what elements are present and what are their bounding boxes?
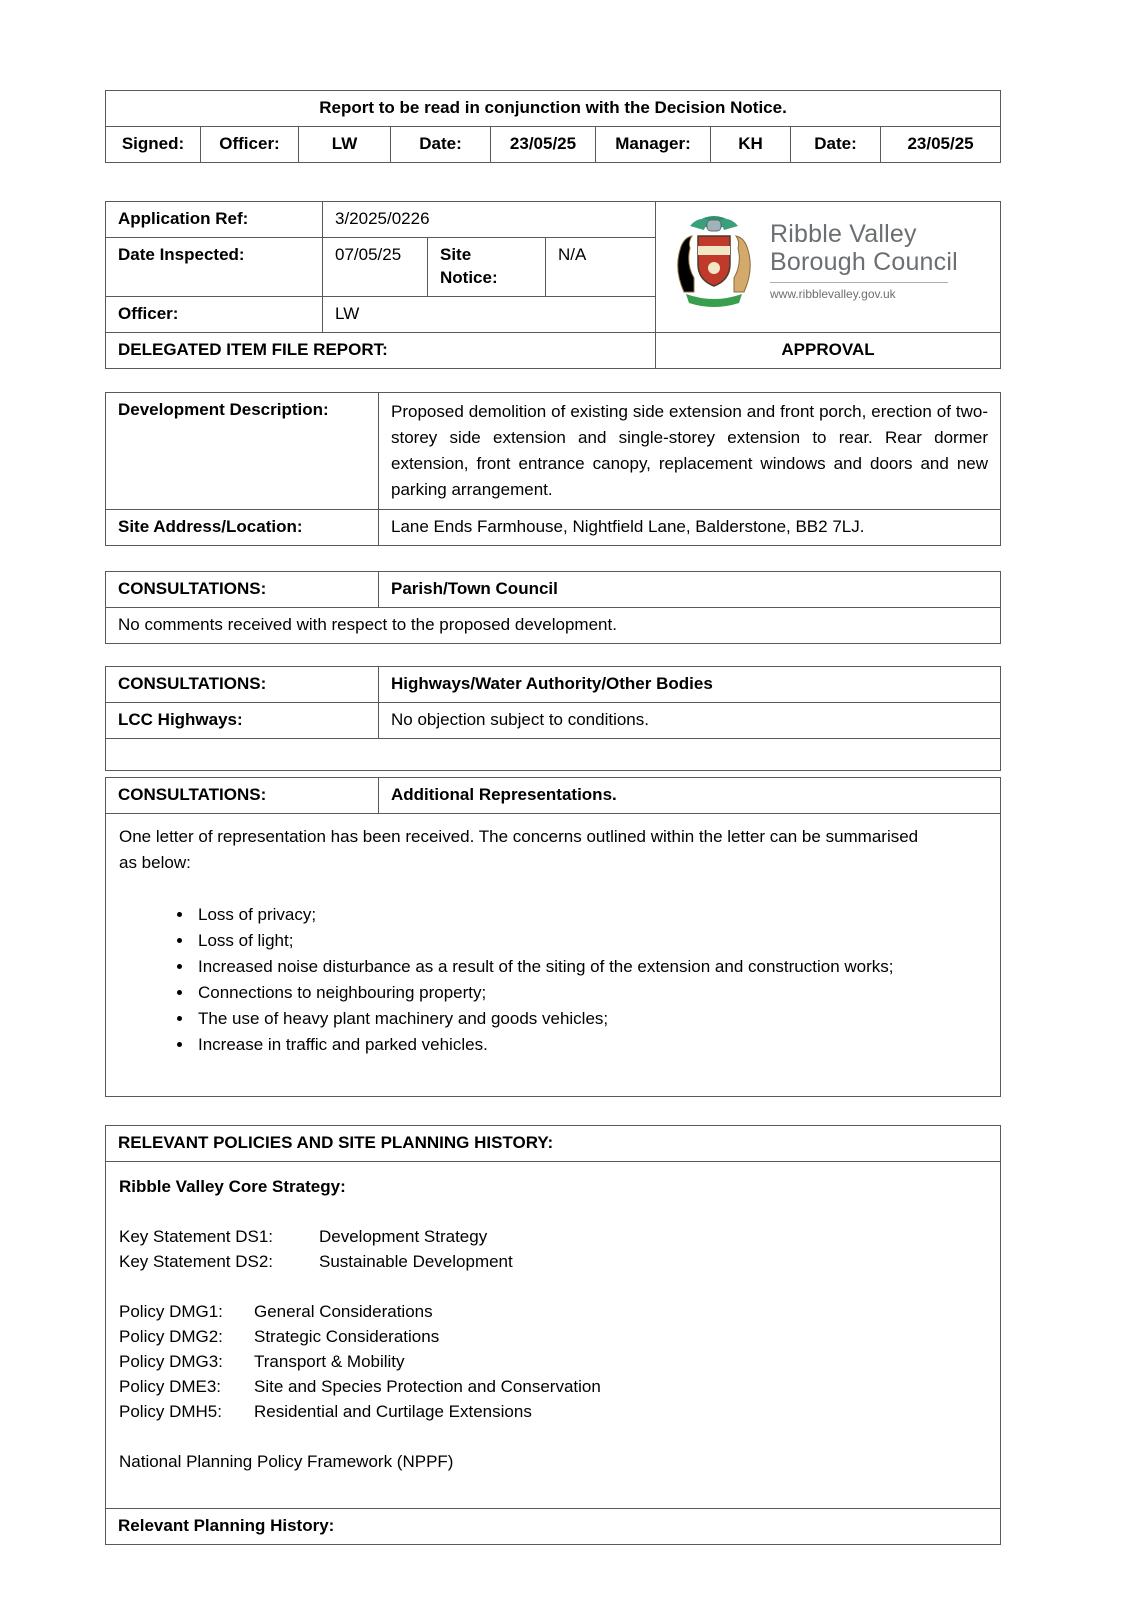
consultations-additional-body	[106, 813, 1001, 1096]
consultations-additional-heading: Additional Representations.	[379, 777, 1001, 813]
consultations-parish-heading: Parish/Town Council	[379, 571, 1001, 607]
manager-label: Manager:	[596, 127, 711, 163]
council-name	[770, 220, 988, 276]
list-item: • The use of heavy plant machinery and goods vehicles;	[194, 1006, 987, 1032]
consultations-parish-table	[105, 571, 1001, 644]
representations-intro: One letter of representation has been received. The concerns outlined within the letter can be summarised as below:	[119, 826, 919, 872]
council-name-line1: Ribble Valley	[770, 220, 917, 249]
consultations-parish-body: No comments received with respect to the proposed development.	[106, 607, 1001, 643]
policy-row	[119, 1374, 987, 1399]
signoff-table	[105, 90, 1001, 163]
council-crest-icon	[668, 208, 760, 315]
application-table	[105, 201, 1001, 369]
consultations-label: CONSULTATIONS:	[106, 777, 379, 813]
policy-text: Strategic Considerations	[254, 1326, 440, 1346]
policies-header: RELEVANT POLICIES AND SITE PLANNING HISTORY:	[106, 1125, 1001, 1161]
site-address-text: Lane Ends Farmhouse, Nightfield Lane, Balderstone, BB2 7LJ.	[379, 509, 1001, 545]
council-website: www.ribblevalley.gov.uk	[770, 287, 896, 302]
application-ref-label: Application Ref:	[106, 202, 323, 238]
policy-code: Policy DMG3:	[119, 1351, 223, 1371]
date-inspected-value: 07/05/25	[323, 238, 428, 297]
lcc-highways-label: LCC Highways:	[106, 702, 379, 738]
decision-value: APPROVAL	[656, 332, 1001, 368]
planning-history-heading: Relevant Planning History:	[106, 1508, 1001, 1544]
council-logo	[656, 202, 1001, 333]
signed-label: Signed:	[106, 127, 201, 163]
policy-code: Policy DME3:	[119, 1376, 222, 1396]
manager-initials: KH	[711, 127, 791, 163]
consultations-label: CONSULTATIONS:	[106, 571, 379, 607]
site-notice-label: Site Notice:	[428, 238, 546, 297]
list-item: • Increased noise disturbance as a result of the siting of the extension and construction works;	[194, 954, 987, 980]
consultations-highways-table	[105, 666, 1001, 771]
policy-row	[119, 1399, 987, 1424]
logo-divider	[770, 282, 948, 283]
policy-text: General Considerations	[254, 1301, 433, 1321]
officer-initials: LW	[299, 127, 391, 163]
site-notice-value: N/A	[546, 238, 656, 297]
empty-row	[106, 738, 1001, 770]
key-statement-row	[119, 1224, 987, 1249]
date-inspected-label: Date Inspected:	[106, 238, 323, 297]
list-item: • Loss of light;	[194, 928, 987, 954]
date-label: Date:	[391, 127, 491, 163]
date-value: 23/05/25	[491, 127, 596, 163]
policies-table	[105, 1125, 1001, 1545]
policy-row	[119, 1299, 987, 1324]
consultations-additional-table	[105, 777, 1001, 1097]
officer-row-label: Officer:	[106, 296, 323, 332]
list-item: • Increase in traffic and parked vehicles.	[194, 1032, 987, 1058]
development-description-text: Proposed demolition of existing side extension and front porch, erection of two-storey side extension and single-storey extension to rear. Rear dormer extension, front entrance canopy, replacement windows and doors and new parking arrangement.	[379, 392, 1001, 509]
key-statement-code: Key Statement DS1:	[119, 1226, 274, 1246]
development-table	[105, 392, 1001, 546]
core-strategy-heading: Ribble Valley Core Strategy:	[119, 1176, 346, 1196]
officer-row-value: LW	[323, 296, 656, 332]
policies-body	[106, 1161, 1001, 1508]
policy-code: Policy DMG2:	[119, 1326, 223, 1346]
signoff-title: Report to be read in conjunction with the Decision Notice.	[106, 91, 1001, 127]
list-item: • Connections to neighbouring property;	[194, 980, 987, 1006]
development-description-label: Development Description:	[106, 392, 379, 509]
site-address-label: Site Address/Location:	[106, 509, 379, 545]
officer-label: Officer:	[201, 127, 299, 163]
representation-concerns-list	[194, 902, 987, 1058]
key-statement-row	[119, 1249, 987, 1274]
council-name-line2: Borough Council	[770, 248, 958, 277]
consultations-highways-heading: Highways/Water Authority/Other Bodies	[379, 666, 1001, 702]
policy-text: Transport & Mobility	[254, 1351, 405, 1371]
nppf-line: National Planning Policy Framework (NPPF)	[119, 1451, 454, 1471]
policy-row	[119, 1349, 987, 1374]
policy-text: Site and Species Protection and Conservation	[254, 1376, 601, 1396]
manager-date-label: Date:	[791, 127, 881, 163]
delegated-report-label: DELEGATED ITEM FILE REPORT:	[106, 332, 656, 368]
key-statement-code: Key Statement DS2:	[119, 1251, 274, 1271]
policy-text: Residential and Curtilage Extensions	[254, 1401, 532, 1421]
manager-date-value: 23/05/25	[881, 127, 1001, 163]
consultations-label: CONSULTATIONS:	[106, 666, 379, 702]
policy-code: Policy DMH5:	[119, 1401, 222, 1421]
key-statement-text: Sustainable Development	[319, 1251, 513, 1271]
application-ref-value: 3/2025/0226	[323, 202, 656, 238]
key-statement-text: Development Strategy	[319, 1226, 488, 1246]
policy-code: Policy DMG1:	[119, 1301, 223, 1321]
policy-row	[119, 1324, 987, 1349]
list-item: • Loss of privacy;	[194, 902, 987, 928]
lcc-highways-value: No objection subject to conditions.	[379, 702, 1001, 738]
